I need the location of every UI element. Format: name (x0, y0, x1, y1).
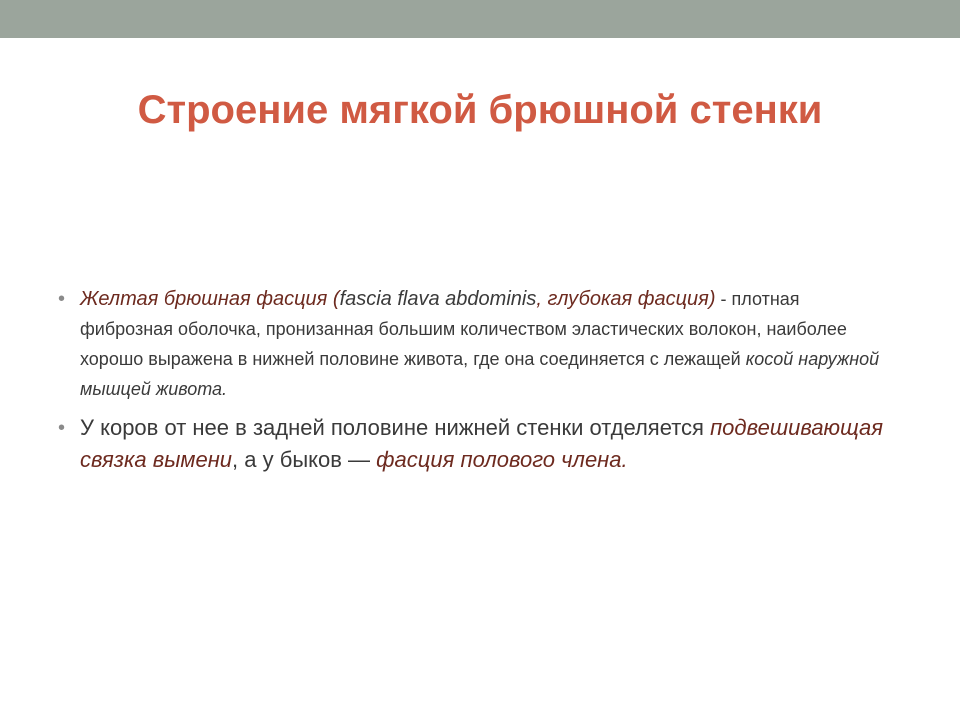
slide-title: Строение мягкой брюшной стенки (137, 88, 823, 132)
term-yellow-fascia: Желтая брюшная фасция (80, 288, 328, 310)
term-oblique-muscle: косой наружной мышцей живота. (80, 349, 880, 399)
cows-text: У коров от нее в задней половине нижней стенки отделяется (80, 415, 711, 440)
paren-open: ( (327, 288, 340, 310)
bullet-item-fascia (58, 284, 888, 404)
comma-separator: , (536, 288, 548, 310)
bullet-dot-icon: • (58, 288, 66, 310)
bulls-text: , а у быков — (232, 447, 377, 472)
term-penile-fascia: фасция полового члена. (376, 447, 628, 472)
bullet-dot-icon: • (58, 417, 66, 439)
slide-content (58, 284, 888, 476)
latin-term: fascia flava abdominis (339, 288, 537, 310)
top-decorative-bar (0, 0, 960, 38)
term-udder-ligament: подвешивающая связка вымени (80, 415, 884, 472)
fascia-description: - плотная фиброзная оболочка, пронизанная большим количеством эластических волокон, наиболее хорошо выражена в нижней половине живота, где она соединяется с лежащей (80, 289, 847, 369)
bullet-item-cows-bulls (58, 412, 888, 476)
term-deep-fascia: глубокая фасция) (547, 288, 716, 310)
